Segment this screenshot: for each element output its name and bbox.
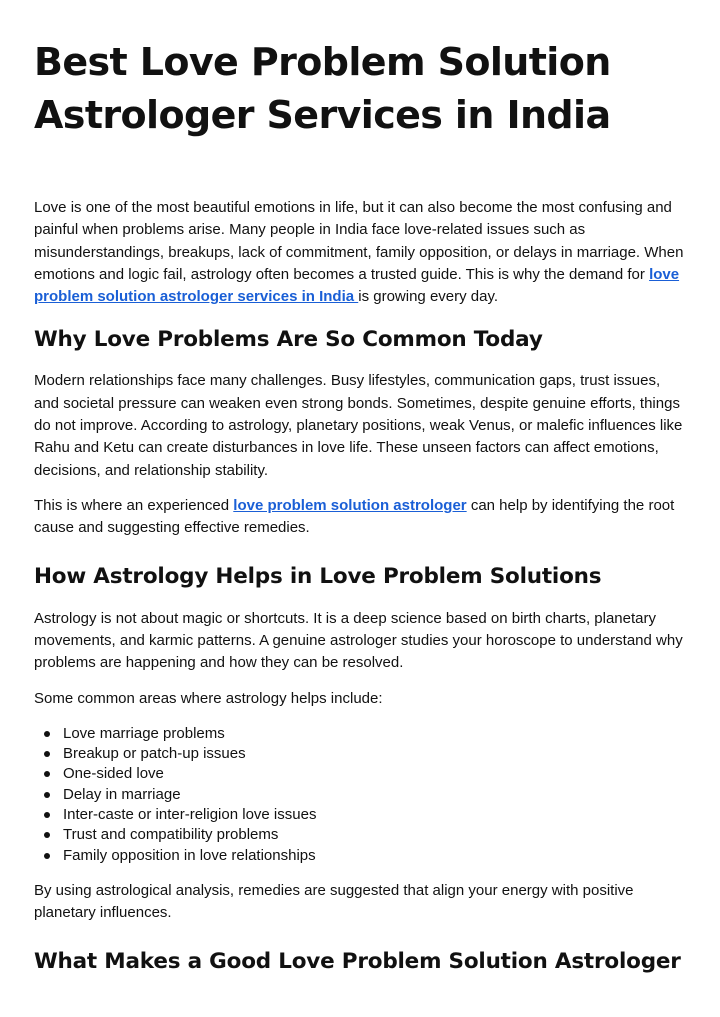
list-item-text: Love marriage problems — [63, 724, 225, 742]
list-item — [34, 744, 686, 764]
bullet-icon — [44, 771, 50, 777]
list-item — [34, 846, 686, 866]
areas-list — [34, 724, 686, 866]
bullet-icon — [44, 812, 50, 818]
list-item-text: Inter-caste or inter-religion love issues — [63, 805, 317, 823]
section-heading-how: How Astrology Helps in Love Problem Solutions — [34, 563, 602, 589]
astrologer-text-after: can help by identifying the root cause and suggesting effective remedies. — [34, 496, 675, 537]
astrologer-link[interactable]: love problem solution astrologer — [233, 496, 467, 514]
bullet-icon — [44, 792, 50, 798]
areas-intro-paragraph: Some common areas where astrology helps include: — [34, 690, 383, 708]
bullet-icon — [44, 832, 50, 838]
astrologer-paragraph — [34, 495, 686, 540]
list-item-text: Breakup or patch-up issues — [63, 745, 246, 763]
intro-text-after: is growing every day. — [358, 288, 499, 306]
intro-paragraph — [34, 197, 686, 308]
how-paragraph: Astrology is not about magic or shortcuts. It is a deep science based on birth charts, planetary movements, and karmic patterns. A genuine astrologer studies your horoscope to understand why problems are happening and how they can be resolved. — [34, 609, 683, 672]
list-item — [34, 764, 686, 784]
intro-text-before: Love is one of the most beautiful emotions in life, but it can also become the most confusing and painful when problems arise. Many people in India face love-related issues such as misunderstandings, breakups, lack of commitment, family opposition, or delays in marriage. When emotions and logic fail, astrology often becomes a trusted guide. This is why the demand for — [34, 199, 684, 283]
bullet-icon — [44, 853, 50, 859]
analysis-paragraph: By using astrological analysis, remedies are suggested that align your energy with positive planetary influences. — [34, 881, 634, 922]
why-paragraph: Modern relationships face many challenges. Busy lifestyles, communication gaps, trust issues, and societal pressure can weaken even strong bonds. Sometimes, despite genuine efforts, things do not improve. According to astrology, planetary positions, weak Venus, or malefic influences like Rahu and Ketu can create disturbances in love life. These unseen factors can affect emotions, decisions, and relationship stability. — [34, 372, 683, 479]
list-item-text: Trust and compatibility problems — [63, 826, 279, 844]
list-item — [34, 785, 686, 805]
intro-link[interactable]: love problem solution astrologer services in India — [34, 265, 680, 306]
astrologer-text-before: This is where an experienced — [34, 496, 234, 514]
list-item-text: Family opposition in love relationships — [63, 846, 316, 864]
bullet-icon — [44, 751, 50, 757]
list-item — [34, 724, 686, 744]
section-heading-why: Why Love Problems Are So Common Today — [34, 327, 543, 353]
section-heading-what-makes: What Makes a Good Love Problem Solution Astrologer — [34, 949, 681, 975]
bullet-icon — [44, 731, 50, 737]
list-item-text: Delay in marriage — [63, 785, 181, 803]
page-title: Best Love Problem Solution Astrologer Services in India — [34, 40, 611, 137]
list-item — [34, 805, 686, 825]
list-item-text: One-sided love — [63, 765, 164, 783]
list-item — [34, 825, 686, 845]
